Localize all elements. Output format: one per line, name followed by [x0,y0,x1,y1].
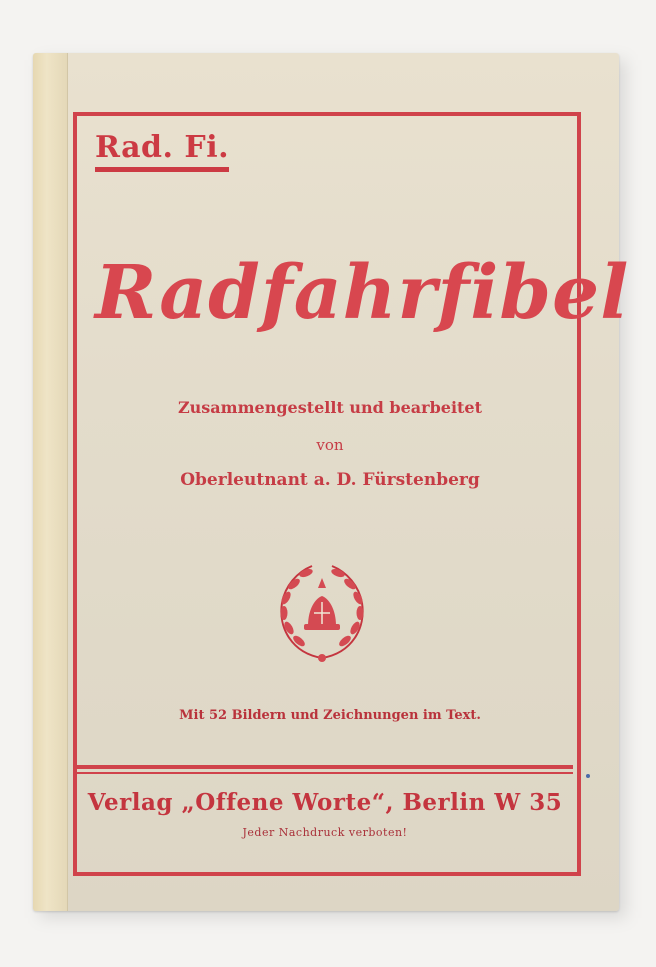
publisher-line: Verlag „Offene Worte“, Berlin W 35 [87,789,563,816]
by-line: von [316,436,344,454]
author-line: Oberleutnant a. D. Fürstenberg [180,470,480,490]
cover-frame [73,112,630,876]
book-spine [33,53,68,911]
ink-speck [586,774,590,778]
series-tag: Rad. Fi. [95,130,229,172]
footer-rule-inner [73,772,573,864]
illustrations-note: Mit 52 Bildern und Zeichnungen im Text. [179,708,481,723]
compiled-line: Zusammengestellt und bearbeitet [177,398,482,417]
book-title: Radfahrfibel [95,250,630,336]
wreath-helmet-emblem-icon [272,558,372,666]
copyright-line: Jeder Nachdruck verboten! [242,826,408,839]
